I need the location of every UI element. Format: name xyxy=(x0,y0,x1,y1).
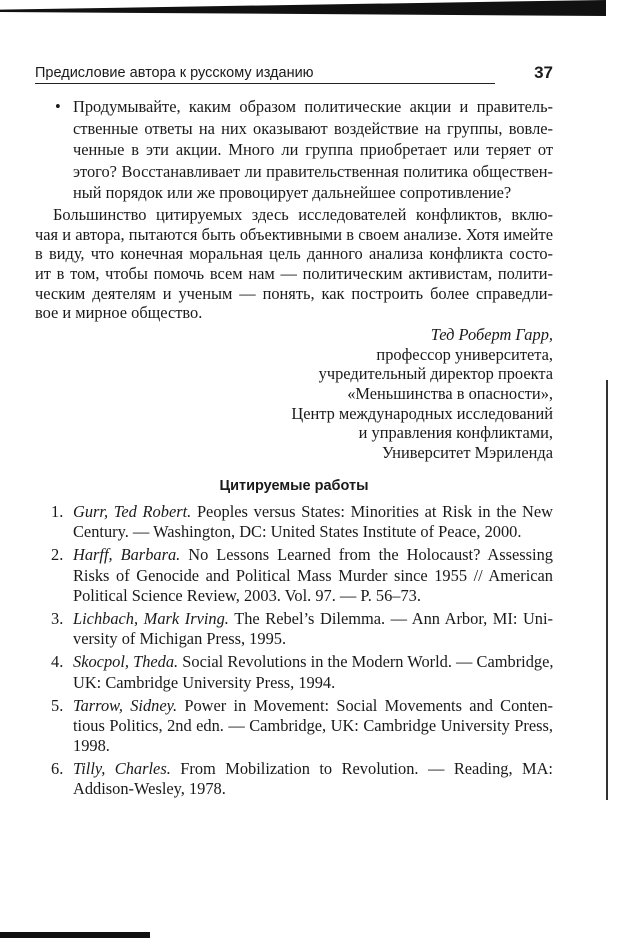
top-scan-edge xyxy=(0,0,606,16)
text-line: «Меньшинства в опасности», xyxy=(347,384,553,404)
reference-text: No Lessons Learned from the Holocaust? Assessing xyxy=(180,545,553,565)
page-number: 37 xyxy=(534,63,553,82)
reference-item xyxy=(51,502,553,542)
text-line: профессор университета, xyxy=(376,344,553,364)
bottom-scan-edge xyxy=(0,932,150,938)
running-header-title: Предисловие автора к русскому изданию xyxy=(35,65,314,81)
body-paragraph xyxy=(35,205,553,323)
text-line: этого? Восстанавливает ли правительственная политика обществен- xyxy=(73,161,553,181)
text-line: Продумывайте, каким образом политические акции и правитель- xyxy=(73,97,553,116)
text-line xyxy=(73,759,553,779)
text-line: чая и автора, пытаются быть объективными в своем анализе. Хотя имейте xyxy=(35,224,553,244)
reference-item xyxy=(51,652,554,692)
text-line: 1998. xyxy=(73,736,110,756)
header-rule xyxy=(35,83,495,84)
reference-text: Peoples versus States: Minorities at Risk in the New xyxy=(191,502,553,521)
bullet-item xyxy=(55,96,553,204)
reference-number: 6. xyxy=(51,759,64,779)
text-line xyxy=(73,696,553,716)
text-line: Университет Мэриленда xyxy=(382,443,553,463)
text-line: учредительный директор проекта xyxy=(318,364,553,384)
reference-item xyxy=(51,695,553,757)
text-line: Political Science Review, 2003. Vol. 97. — P. 56–73. xyxy=(73,585,421,605)
right-scan-edge xyxy=(606,380,608,800)
text-line xyxy=(73,652,553,672)
text-line: ственные ответы на них оказывают воздействие на группы, вовле- xyxy=(73,118,553,138)
reference-text: Social Revolutions in the Modern World. — Cambridge, xyxy=(178,652,554,672)
text-line: Большинство цитируемых здесь исследователей конфликтов, вклю- xyxy=(53,205,553,224)
bullet-icon: • xyxy=(55,97,61,116)
reference-text: Power in Movement: Social Movements and Conten- xyxy=(177,695,553,715)
reference-author: Tarrow, Sidney. xyxy=(73,695,178,715)
text-line: ченные в эти акции. Много ли группа приобретает или теряет от xyxy=(73,140,553,159)
text-line: ческим деятелям и ученым — понять, как построить более справедли- xyxy=(35,283,553,303)
text-line: UK: Cambridge University Press, 1994. xyxy=(73,672,336,692)
author-signature xyxy=(200,325,553,463)
text-line: в виду, что конечная моральная цель данного анализа конфликта состо- xyxy=(35,244,553,264)
text-line: tious Politics, 2nd edn. — Cambridge, UK: Cambridge University Press, xyxy=(73,715,553,735)
text-line: Тед Роберт Гарр, xyxy=(430,325,553,344)
reference-item xyxy=(51,759,553,799)
text-line: Century. — Washington, DC: United States Institute of Peace, 2000. xyxy=(73,522,522,542)
text-line: вое и мирное общество. xyxy=(35,303,203,323)
reference-author: Lichbach, Mark Irving. xyxy=(73,608,229,628)
reference-number: 3. xyxy=(51,608,64,628)
reference-number: 4. xyxy=(51,652,64,672)
references-heading: Цитируемые работы xyxy=(219,478,369,494)
reference-author: Gurr, Ted Robert. xyxy=(73,502,192,521)
text-line: Risks of Genocide and Political Mass Murder since 1955 // American xyxy=(73,565,553,585)
reference-item xyxy=(51,545,553,606)
text-line xyxy=(73,502,553,522)
text-line xyxy=(73,609,553,629)
text-line: versity of Michigan Press, 1995. xyxy=(73,629,287,649)
text-line: ит в том, чтобы помочь всем нам — политическим активистам, полити- xyxy=(35,264,553,284)
text-line xyxy=(73,545,553,565)
reference-item xyxy=(51,608,554,649)
text-line: Addison-Wesley, 1978. xyxy=(73,779,226,799)
references-list xyxy=(51,502,554,803)
text-line: Центр международных исследований xyxy=(291,403,553,423)
reference-number: 2. xyxy=(51,545,64,565)
reference-number: 5. xyxy=(51,695,64,715)
reference-author: Harff, Barbara. xyxy=(73,545,181,565)
running-header xyxy=(35,63,553,85)
reference-number: 1. xyxy=(51,502,64,521)
reference-author: Skocpol, Theda. xyxy=(73,652,179,672)
reference-author: Tilly, Charles. xyxy=(73,759,171,779)
reference-text: From Mobilization to Revolution. — Reading, MA: xyxy=(170,759,553,779)
text-line: и управления конфликтами, xyxy=(358,423,553,443)
text-line: ный порядок или же провоцирует дальнейшее сопротивление? xyxy=(73,183,512,202)
reference-text: The Rebel’s Dilemma. — Ann Arbor, MI: Uni- xyxy=(228,608,554,628)
